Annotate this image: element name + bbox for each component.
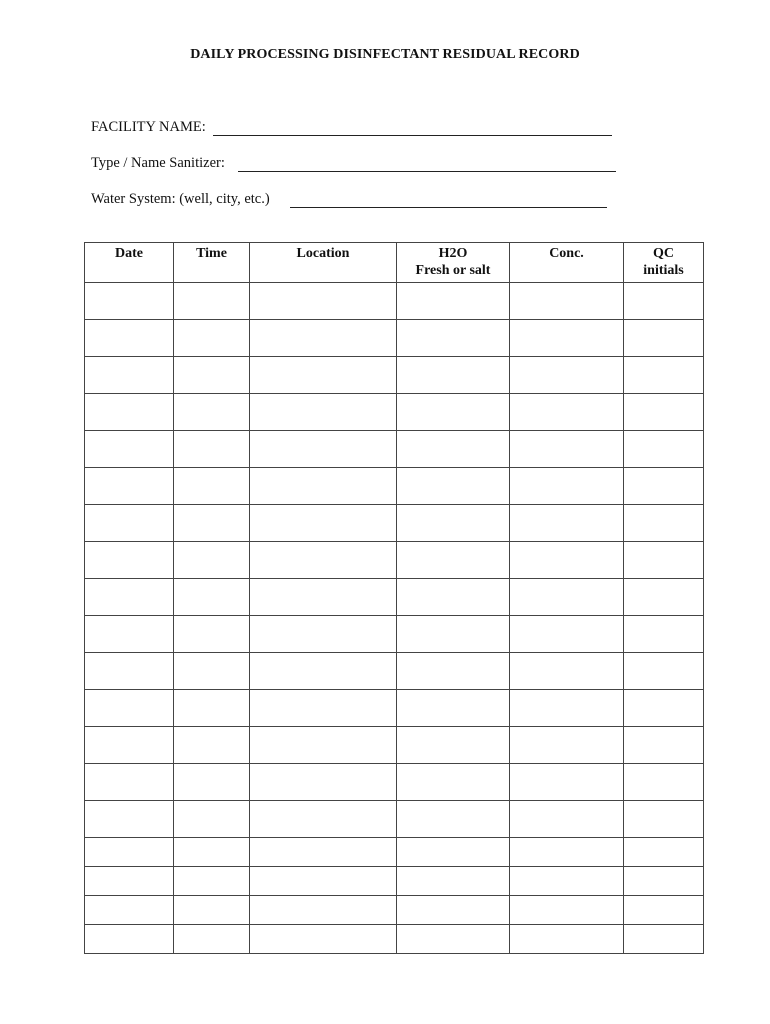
table-cell[interactable] [624,801,704,838]
table-cell[interactable] [85,283,174,320]
table-cell[interactable] [174,394,250,431]
residual-record-table [84,242,704,954]
table-cell[interactable] [85,542,174,579]
sanitizer-blank[interactable] [238,155,616,172]
table-cell[interactable] [85,468,174,505]
table-cell[interactable] [397,690,510,727]
table-cell[interactable] [85,394,174,431]
table-cell[interactable] [510,690,624,727]
water-system-field [91,191,270,208]
table-cell[interactable] [624,690,704,727]
table-cell[interactable] [174,764,250,801]
table-cell[interactable] [510,320,624,357]
table-cell[interactable] [85,690,174,727]
table-cell[interactable] [250,838,397,867]
header-line-1: QC [653,246,674,261]
table-cell[interactable] [174,505,250,542]
table-cell[interactable] [624,542,704,579]
table-cell[interactable] [624,616,704,653]
header-line-1: Conc. [549,246,584,261]
table-row [85,394,704,431]
table-cell[interactable] [397,838,510,867]
water-system-label: Water System: (well, city, etc.) [91,191,270,207]
header-line-2: Fresh or salt [415,263,491,278]
table-cell[interactable] [250,468,397,505]
table-cell[interactable] [397,394,510,431]
table-cell[interactable] [174,320,250,357]
table-cell[interactable] [510,727,624,764]
table-cell[interactable] [250,394,397,431]
table-cell[interactable] [250,579,397,616]
table-row [85,283,704,320]
table-cell[interactable] [250,616,397,653]
table-cell[interactable] [624,579,704,616]
table-cell[interactable] [250,867,397,896]
table-cell[interactable] [250,727,397,764]
table-cell[interactable] [510,801,624,838]
table-cell[interactable] [510,616,624,653]
column-header-time [174,243,250,283]
table-cell[interactable] [397,357,510,394]
table-cell[interactable] [174,616,250,653]
header-line-1: Time [196,246,227,261]
table-cell[interactable] [174,801,250,838]
table-cell[interactable] [85,867,174,896]
table-cell[interactable] [624,431,704,468]
table-cell[interactable] [174,896,250,925]
table-row [85,764,704,801]
table-cell[interactable] [624,867,704,896]
table-cell[interactable] [85,838,174,867]
table-cell[interactable] [397,283,510,320]
header-line-1: Location [296,246,350,261]
table-row [85,542,704,579]
column-header-concentration [510,243,624,283]
table-cell[interactable] [624,505,704,542]
table-cell[interactable] [510,867,624,896]
table-cell[interactable] [397,867,510,896]
table-cell[interactable] [624,925,704,954]
table-cell[interactable] [510,896,624,925]
table-cell[interactable] [250,764,397,801]
table-cell[interactable] [85,505,174,542]
table-row [85,653,704,690]
table-cell[interactable] [624,764,704,801]
column-header-date [85,243,174,283]
table-cell[interactable] [250,542,397,579]
table-cell[interactable] [624,896,704,925]
table-cell[interactable] [397,468,510,505]
table-cell[interactable] [510,838,624,867]
table-cell[interactable] [250,801,397,838]
table-header-row [85,243,704,283]
table-row [85,616,704,653]
column-header-qc-initials [624,243,704,283]
table-cell[interactable] [85,727,174,764]
table-row [85,690,704,727]
table-cell[interactable] [510,394,624,431]
table-cell[interactable] [174,838,250,867]
table-cell[interactable] [250,690,397,727]
table-cell[interactable] [624,468,704,505]
table-cell[interactable] [397,431,510,468]
table-cell[interactable] [250,896,397,925]
table-cell[interactable] [397,653,510,690]
table-cell[interactable] [624,727,704,764]
table-cell[interactable] [510,925,624,954]
table-cell[interactable] [85,357,174,394]
table-cell[interactable] [174,542,250,579]
facility-name-field [91,119,206,136]
table-row [85,431,704,468]
table-cell[interactable] [250,283,397,320]
header-line-1: H2O [438,246,468,261]
table-row [85,505,704,542]
table-cell[interactable] [85,431,174,468]
table-cell[interactable] [510,468,624,505]
table-cell[interactable] [174,727,250,764]
table-cell[interactable] [510,357,624,394]
table-cell[interactable] [624,320,704,357]
table-cell[interactable] [510,653,624,690]
header-line-2: initials [643,263,684,278]
facility-name-label: FACILITY NAME: [91,119,206,135]
table-cell[interactable] [250,357,397,394]
table-row [85,727,704,764]
table-cell[interactable] [85,653,174,690]
table-cell[interactable] [174,283,250,320]
table-row [85,867,704,896]
table-row [85,801,704,838]
table-row [85,838,704,867]
table-cell[interactable] [85,896,174,925]
water-system-blank[interactable] [290,191,607,208]
table-cell[interactable] [174,357,250,394]
table-cell[interactable] [85,320,174,357]
table-cell[interactable] [510,283,624,320]
sanitizer-field [91,155,225,172]
sanitizer-label: Type / Name Sanitizer: [91,155,225,171]
table-cell[interactable] [85,616,174,653]
table-row [85,896,704,925]
table-cell[interactable] [397,896,510,925]
table-cell[interactable] [397,727,510,764]
table-cell[interactable] [397,925,510,954]
table-cell[interactable] [174,431,250,468]
table-row [85,579,704,616]
table-cell[interactable] [510,764,624,801]
table-cell[interactable] [510,542,624,579]
table-cell[interactable] [85,801,174,838]
table-cell[interactable] [624,357,704,394]
table-cell[interactable] [85,764,174,801]
table-cell[interactable] [397,764,510,801]
table-cell[interactable] [174,468,250,505]
table-cell[interactable] [250,431,397,468]
column-header-location [250,243,397,283]
table-cell[interactable] [397,320,510,357]
table-row [85,357,704,394]
table-cell[interactable] [250,925,397,954]
table-row [85,925,704,954]
table-cell[interactable] [510,505,624,542]
table-cell[interactable] [397,616,510,653]
table-body [85,283,704,954]
table-cell[interactable] [624,838,704,867]
table-cell[interactable] [174,653,250,690]
table-cell[interactable] [174,579,250,616]
table-cell[interactable] [624,394,704,431]
facility-name-blank[interactable] [213,119,612,136]
table-row [85,468,704,505]
table-cell[interactable] [510,579,624,616]
table-cell[interactable] [397,801,510,838]
table-cell[interactable] [174,925,250,954]
table-cell[interactable] [250,653,397,690]
table-cell[interactable] [250,505,397,542]
header-line-1: Date [115,246,143,261]
column-header-h2o [397,243,510,283]
table-cell[interactable] [85,925,174,954]
table-cell[interactable] [624,283,704,320]
table-cell[interactable] [397,505,510,542]
table-cell[interactable] [250,320,397,357]
table-cell[interactable] [174,690,250,727]
table-cell[interactable] [85,579,174,616]
table-row [85,320,704,357]
table-cell[interactable] [624,653,704,690]
table-cell[interactable] [510,431,624,468]
document-title: DAILY PROCESSING DISINFECTANT RESIDUAL RECORD [190,47,580,62]
table-cell[interactable] [397,579,510,616]
table-cell[interactable] [397,542,510,579]
table-cell[interactable] [174,867,250,896]
